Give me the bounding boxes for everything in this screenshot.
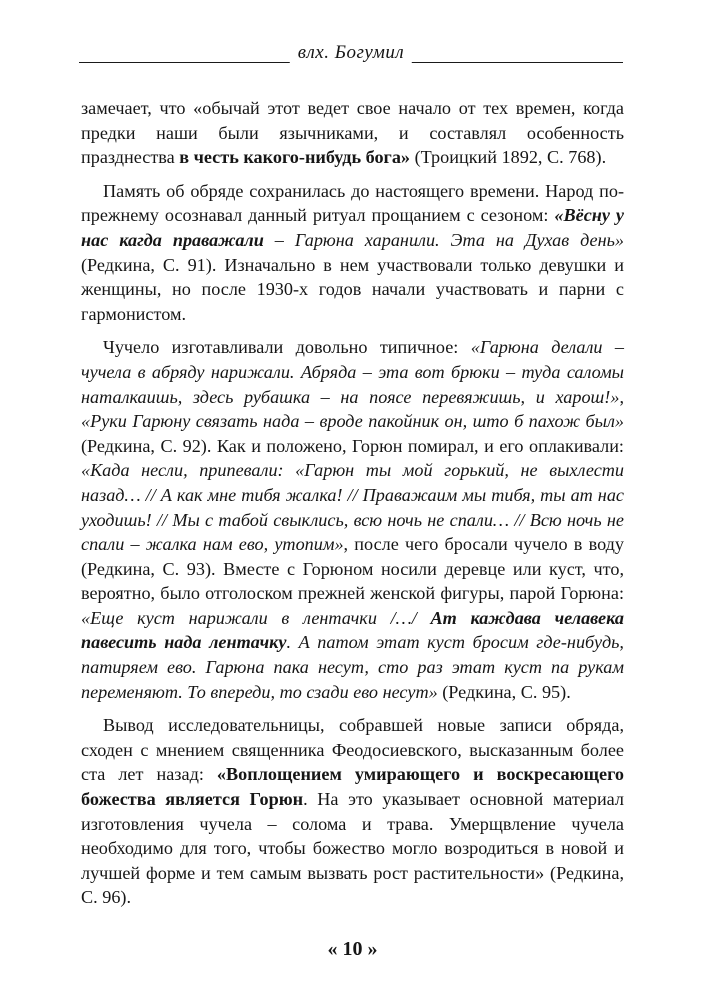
paragraph-4	[81, 713, 624, 910]
running-header	[79, 40, 623, 70]
text-run: , после чего бросали чучело в воду (Редкина, С. 93). Вместе с Горюном носили деревце или куст, что, вероятно, было отголоском прежней женской фигуры, парой Горюна:	[81, 534, 624, 604]
text-run: Чучело изготавливали довольно типичное:	[103, 337, 471, 358]
bold-text: в честь какого-нибудь бога»	[179, 147, 411, 168]
italic-quote: . А патом этат куст бросим где-нибудь, патиряем ево. Гарюна пака несут, сто раз этат куст па рукам переменяют. То впереди, то сзади ево несут»	[81, 632, 624, 702]
text-run: Память об обряде сохранилась до настоящего времени. Народ по-прежнему осознавал данный ритуал прощанием с сезоном:	[81, 180, 624, 226]
text-run: ,	[619, 386, 624, 407]
header-title: влх. Богумил	[290, 42, 412, 64]
text-run: Вывод исследовательницы, собравшей новые записи обряда, сходен с мнением священника Феодосиевского, высказанным более ста лет назад:	[81, 715, 624, 785]
text-run: замечает, что «обычай этот ведет свое начало от тех времен, когда предки наши были язычниками, и составлял особенность празднества	[81, 98, 624, 168]
italic-quote: «Када несли, припевали: «Гарюн ты мой горький, не выхлести назад… // А как мне тибя жалка! // Праважаим мы тибя, ты ат нас уходишь! // Мы с табой свыклись, всю ночь не спали… // Всю ночь не спали – жалка нам ево, утопим»	[81, 460, 624, 555]
text-run: (Редкина, С. 92). Как и положено, Горюн помирал, и его оплакивали:	[81, 435, 624, 456]
italic-quote: «Еще куст нарижали в лентачки /…/	[81, 607, 431, 628]
text-run: (Редкина, С. 91). Изначально в нем участвовали только девушки и женщины, но после 1930-х годов начали участвовать и парни с гармонистом.	[81, 254, 624, 324]
bold-text: «Воплощением умирающего и воскресающего божества является Горюн	[81, 764, 624, 810]
emphasis-text: Ат каждава челавека павесить нада лентачку	[81, 607, 624, 653]
paragraph-3	[81, 335, 624, 704]
text-run: (Троицкий 1892, С. 768).	[410, 147, 607, 168]
paragraph-1	[81, 96, 624, 170]
paragraph-2	[81, 179, 624, 327]
italic-quote: «Гарюна делали – чучела в абряду нарижали. Абряда – эта вот брюки – туда саломы наталкаишь, здесь рубашка – на поясе перевяжишь, и харош!»	[81, 337, 624, 407]
emphasis-text: «Вёсну у нас кагда праважали	[81, 205, 624, 250]
text-run: (Редкина, С. 95).	[437, 681, 571, 702]
italic-quote: – Гарюна харанили. Эта на Духав день»	[263, 229, 624, 250]
page-number: « 10 »	[327, 938, 378, 960]
page-body	[81, 96, 624, 919]
text-run: . На это указывает основной материал изготовления чучела – солома и трава. Умерщвление чучела необходимо для того, чтобы божество могло возродиться в новой и лучшей форме и тем самым вызвать рост растительности» (Редкина, С. 96).	[81, 789, 624, 908]
italic-quote: «Руки Гарюну связать нада – вроде пакойник он, што б пахож был»	[81, 411, 624, 432]
